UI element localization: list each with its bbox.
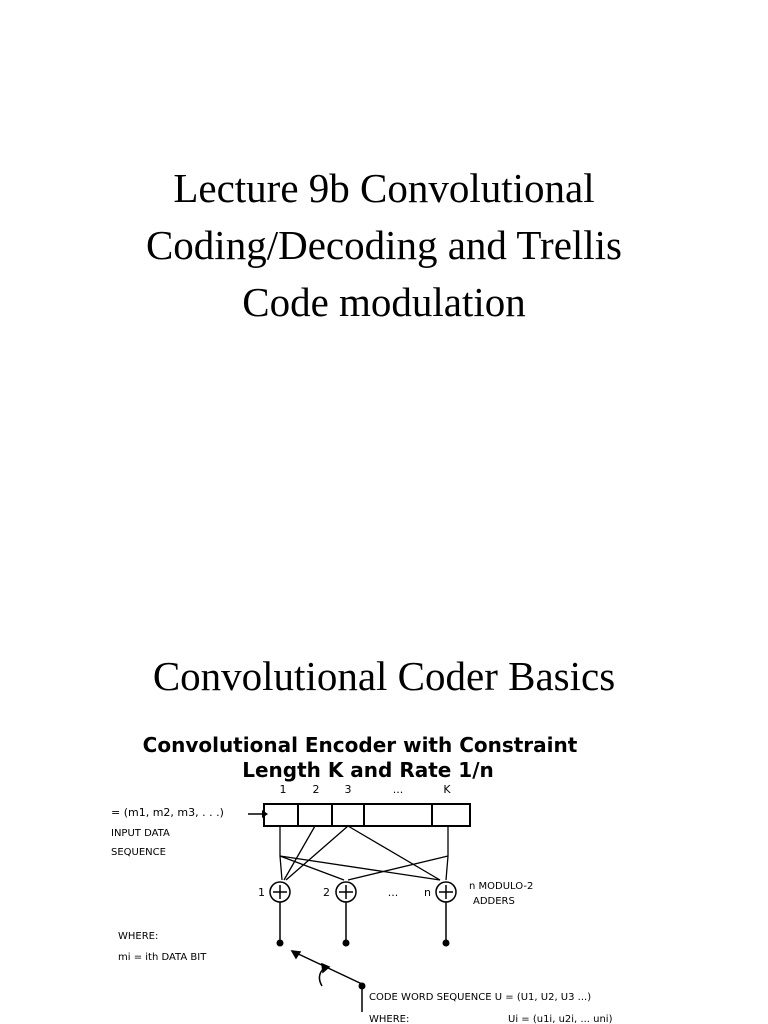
adder-label-n: n bbox=[424, 886, 431, 899]
encoder-diagram bbox=[0, 720, 768, 1024]
where-definition: mi = ith DATA BIT bbox=[118, 952, 207, 963]
output-node-1 bbox=[277, 940, 284, 947]
lecture-title-line-3: Code modulation bbox=[242, 279, 526, 325]
stage-label-3: 3 bbox=[344, 783, 352, 796]
lecture-title bbox=[0, 160, 768, 331]
input-label-line-2: SEQUENCE bbox=[111, 847, 166, 858]
where-definition-2: Ui = (u1i, u2i, ... uni) bbox=[508, 1014, 613, 1024]
codeword-label: CODE WORD SEQUENCE U = (U1, U2, U3 ...) bbox=[369, 992, 592, 1003]
output-node-2 bbox=[343, 940, 350, 947]
diagram-caption-line-2: Length K and Rate 1/n bbox=[242, 758, 494, 782]
adder-outputs bbox=[280, 902, 446, 942]
adder-label-1: 1 bbox=[258, 886, 265, 899]
where-label-2: WHERE: bbox=[369, 1014, 410, 1024]
stage-label-k: K bbox=[443, 783, 451, 796]
lecture-title-line-1: Lecture 9b Convolutional bbox=[173, 165, 595, 211]
adder-dots: ... bbox=[387, 886, 399, 899]
stage-label-dots: ... bbox=[392, 783, 404, 796]
adder-n bbox=[436, 882, 456, 902]
stage-label-2: 2 bbox=[312, 783, 320, 796]
tap-connections bbox=[280, 826, 448, 880]
adder-2 bbox=[336, 882, 356, 902]
input-label-line-1: INPUT DATA bbox=[111, 828, 170, 839]
output-node-n bbox=[443, 940, 450, 947]
lecture-title-line-2: Coding/Decoding and Trellis bbox=[145, 222, 623, 268]
stage-label-1: 1 bbox=[279, 783, 287, 796]
diagram-caption-line-1: Convolutional Encoder with Constraint bbox=[142, 733, 578, 757]
adders-note-line-1: n MODULO-2 bbox=[469, 881, 534, 892]
commutator bbox=[292, 951, 362, 986]
adders-note-line-2: ADDERS bbox=[473, 896, 515, 907]
where-label: WHERE: bbox=[118, 931, 159, 942]
input-sequence: = (m1, m2, m3, . . .) bbox=[111, 806, 224, 819]
slide-title-coder-basics: Convolutional Coder Basics bbox=[152, 653, 616, 699]
adder-label-2: 2 bbox=[323, 886, 330, 899]
shift-register bbox=[264, 804, 470, 826]
adder-1 bbox=[270, 882, 290, 902]
